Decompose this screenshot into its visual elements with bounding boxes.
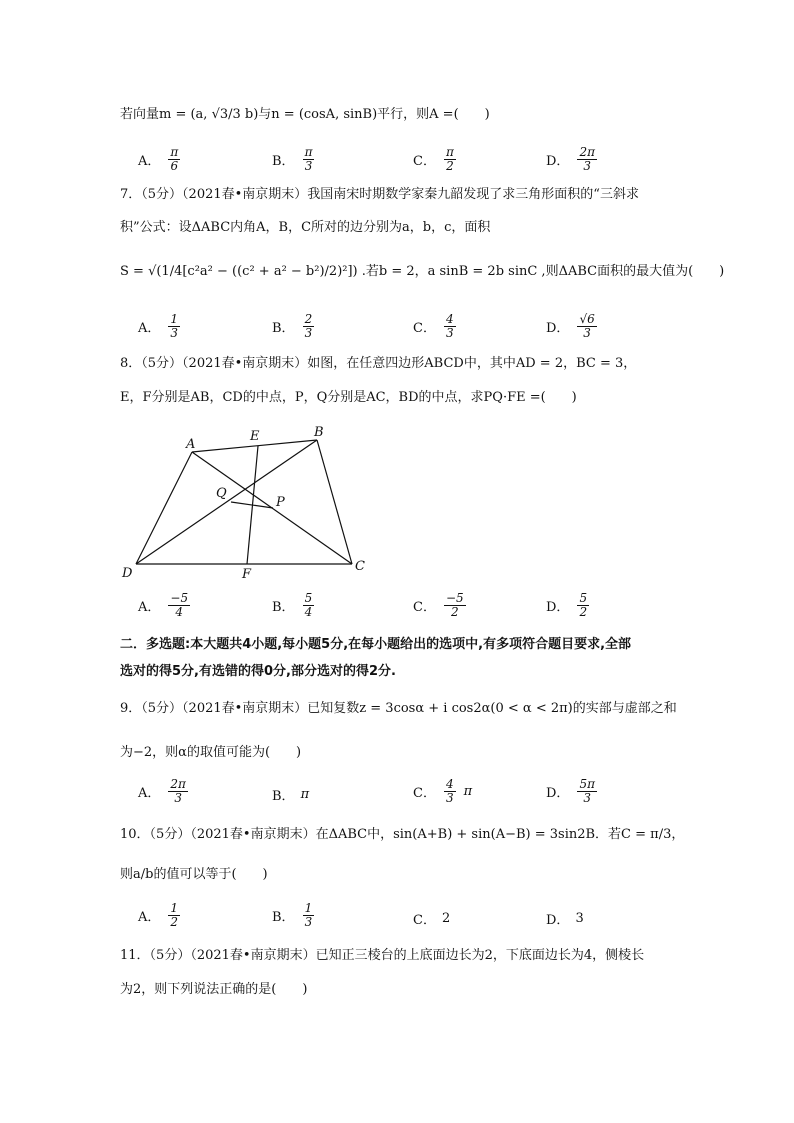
label-P: P <box>276 495 285 510</box>
q11-line1: 11．（5分）（2021春•南京期末）已知正三棱台的上底面边长为2，下底面边长为4，侧棱长 <box>120 948 645 963</box>
option: C． $\frac{\pi}{2}$ <box>413 145 454 173</box>
option: A． $\frac{2\pi}{3}$ <box>138 777 186 805</box>
q8-line1: 8．（5分）（2021春•南京期末）如图，在任意四边形ABCD中，其中AD = 2，BC = 3， <box>120 356 637 371</box>
q7-line2: 积”公式：设ΔABC内角A，B，C所对的边分别为a，b，c，面积 <box>120 220 491 235</box>
q11-line2: 为2，则下列说法正确的是( ) <box>120 982 308 997</box>
q7-line1: 7．（5分）（2021春•南京期末）我国南宋时期数学家秦九韶发现了求三角形面积的“三斜求 <box>120 187 639 202</box>
option: B． π <box>272 787 310 804</box>
option: C． $\frac{4}{3}$ <box>413 312 454 340</box>
q9-line1: 9．（5分）（2021春•南京期末）已知复数z = 3cosα + i cos2α(0 < α < 2π)的实部与虚部之和 <box>120 701 677 716</box>
option: D． $\frac{5\pi}{3}$ <box>546 777 595 805</box>
edge-BC <box>317 440 352 564</box>
q10-line2: 则a/b的值可以等于( ) <box>120 867 268 882</box>
option: C． $\frac{4}{3}$ π <box>413 777 473 805</box>
edge-DA <box>136 452 192 564</box>
option: B． $\frac{2}{3}$ <box>272 312 313 340</box>
option: D． $\frac{5}{2}$ <box>546 591 588 619</box>
quadrilateral-figure <box>110 418 380 588</box>
label-B: B <box>314 425 324 440</box>
option: A． $\frac{1}{3}$ <box>138 312 179 340</box>
option: B． $\frac{5}{4}$ <box>272 591 313 619</box>
q6-stem: 若向量m = (a, √3/3 b)与n = (cosA, sinB)平行，则A =( ) <box>120 107 490 122</box>
label-A: A <box>186 437 196 452</box>
option: B． $\frac{1}{3}$ <box>272 901 313 929</box>
section2-heading-line2: 选对的得5分,有选错的得0分,部分选对的得2分. <box>120 664 396 679</box>
section2-heading-line1: 二．多选题:本大题共4小题,每小题5分,在每小题给出的选项中,有多项符合题目要求,全部 <box>120 637 632 652</box>
option: D． 3 <box>546 911 584 928</box>
label-Q: Q <box>216 486 227 501</box>
option: C． $\frac{-5}{2}$ <box>413 591 464 619</box>
diagonal-BD <box>136 440 317 564</box>
option: A． $\frac{-5}{4}$ <box>138 591 189 619</box>
option: A． $\frac{1}{2}$ <box>138 901 179 929</box>
option: D． $\frac{√6}{3}$ <box>546 312 595 340</box>
option: B． $\frac{\pi}{3}$ <box>272 145 313 173</box>
q8-line2: E，F分别是AB，CD的中点，P，Q分别是AC，BD的中点，求PQ·FE =( ) <box>120 390 577 405</box>
option: A． $\frac{\pi}{6}$ <box>138 145 179 173</box>
q7-line3: S = √(1/4[c²a² − ((c² + a² − b²)/2)²]) .若b = 2，a sinB = 2b sinC ,则ΔABC面积的最大值为( ) <box>120 264 725 279</box>
label-F: F <box>242 567 252 582</box>
option: C． 2 <box>413 911 451 928</box>
q9-line2: 为−2，则α的取值可能为( ) <box>120 745 302 760</box>
option: D． $\frac{2\pi}{3}$ <box>546 145 595 173</box>
label-D: D <box>122 566 133 581</box>
q10-line1: 10．（5分）（2021春•南京期末）在ΔABC中，sin(A+B) + sin(A−B) = 3sin2B．若C = π/3， <box>120 827 685 842</box>
label-E: E <box>250 429 260 444</box>
label-C: C <box>355 559 365 574</box>
